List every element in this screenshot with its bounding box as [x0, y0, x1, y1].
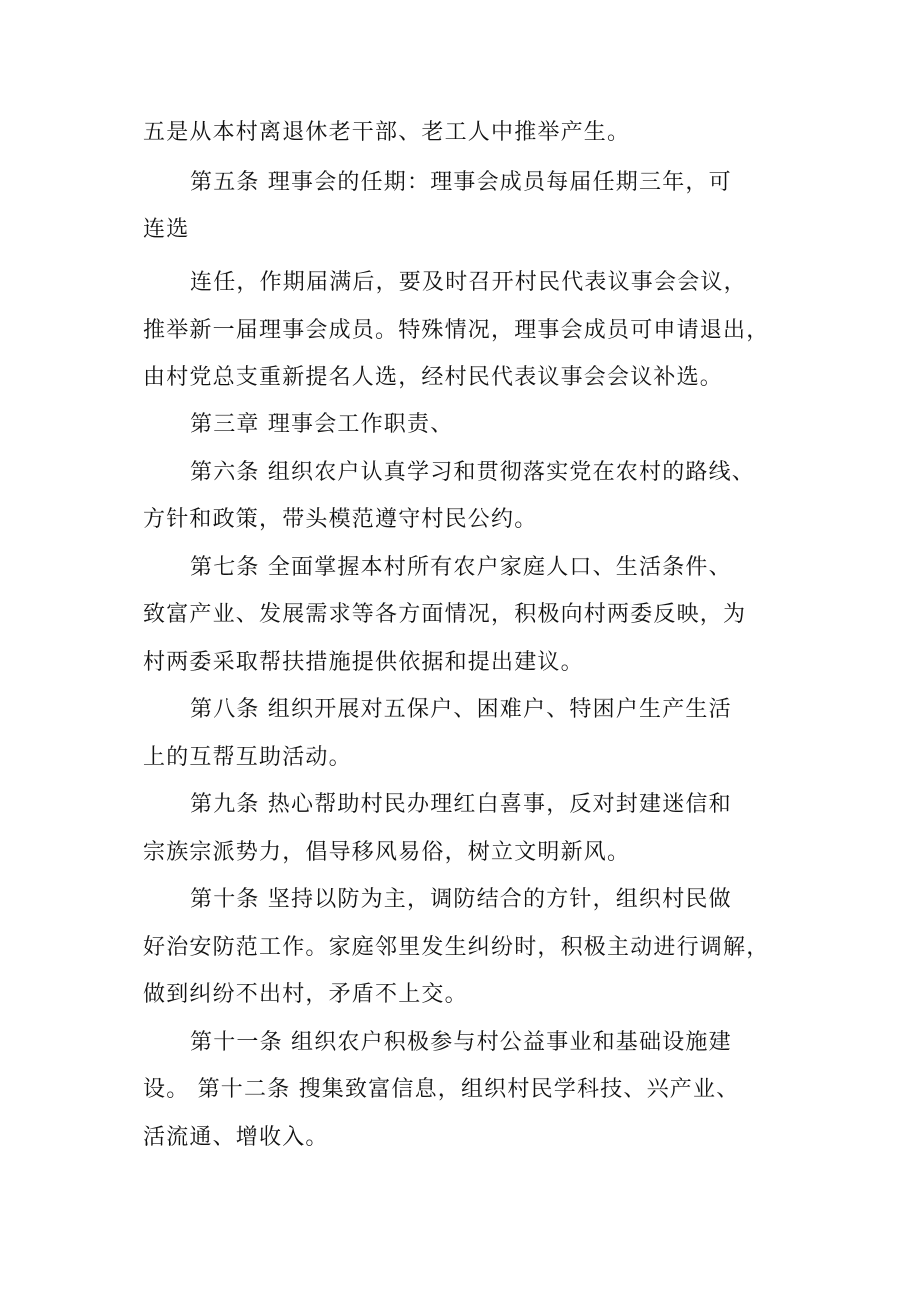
text-line: 做到纠纷不出村，矛盾不上交。 — [143, 982, 468, 1007]
text-line: 连任，作期届满后，要及时召开村民代表议事会会议， — [190, 270, 747, 295]
article-heading-line: 第十一条 组织农户积极参与村公益事业和基础设施建 — [190, 1030, 732, 1055]
article-heading-line: 第九条 热心帮助村民办理红白喜事，反对封建迷信和 — [190, 792, 732, 817]
article-heading-line: 第五条 理事会的任期：理事会成员每届任期三年，可 — [190, 170, 732, 195]
text-line: 连选 — [143, 217, 190, 242]
article-heading-line: 第十条 坚持以防为主，调防结合的方针，组织村民做 — [190, 887, 732, 912]
article-heading-line: 第八条 组织开展对五保户、困难户、特困户生产生活 — [190, 697, 732, 722]
text-line: 设。 第十二条 搜集致富信息，组织村民学科技、兴产业、 — [143, 1077, 740, 1102]
text-line: 村两委采取帮扶措施提供依据和提出建议。 — [143, 650, 584, 675]
text-line: 好治安防范工作。家庭邻里发生纠纷时，积极主动进行调解， — [143, 935, 770, 960]
text-line: 由村党总支重新提名人选，经村民代表议事会会议补选。 — [143, 365, 724, 390]
text-line: 活流通、增收入。 — [143, 1125, 329, 1150]
text-line: 宗族宗派势力，倡导移风易俗，树立文明新风。 — [143, 840, 631, 865]
chapter-heading-line: 第三章 理事会工作职责、 — [190, 412, 454, 437]
text-line: 五是从本村离退休老干部、老工人中推举产生。 — [143, 120, 631, 145]
text-line: 方针和政策，带头模范遵守村民公约。 — [143, 507, 538, 532]
text-line: 致富产业、发展需求等各方面情况，积极向村两委反映，为 — [143, 602, 747, 627]
text-line: 推举新一届理事会成员。特殊情况，理事会成员可申请退出， — [143, 318, 770, 343]
article-heading-line: 第七条 全面掌握本村所有农户家庭人口、生活条件、 — [190, 555, 732, 580]
article-heading-line: 第六条 组织农户认真学习和贯彻落实党在农村的路线、 — [190, 460, 755, 485]
text-line: 上的互帮互助活动。 — [143, 745, 352, 770]
